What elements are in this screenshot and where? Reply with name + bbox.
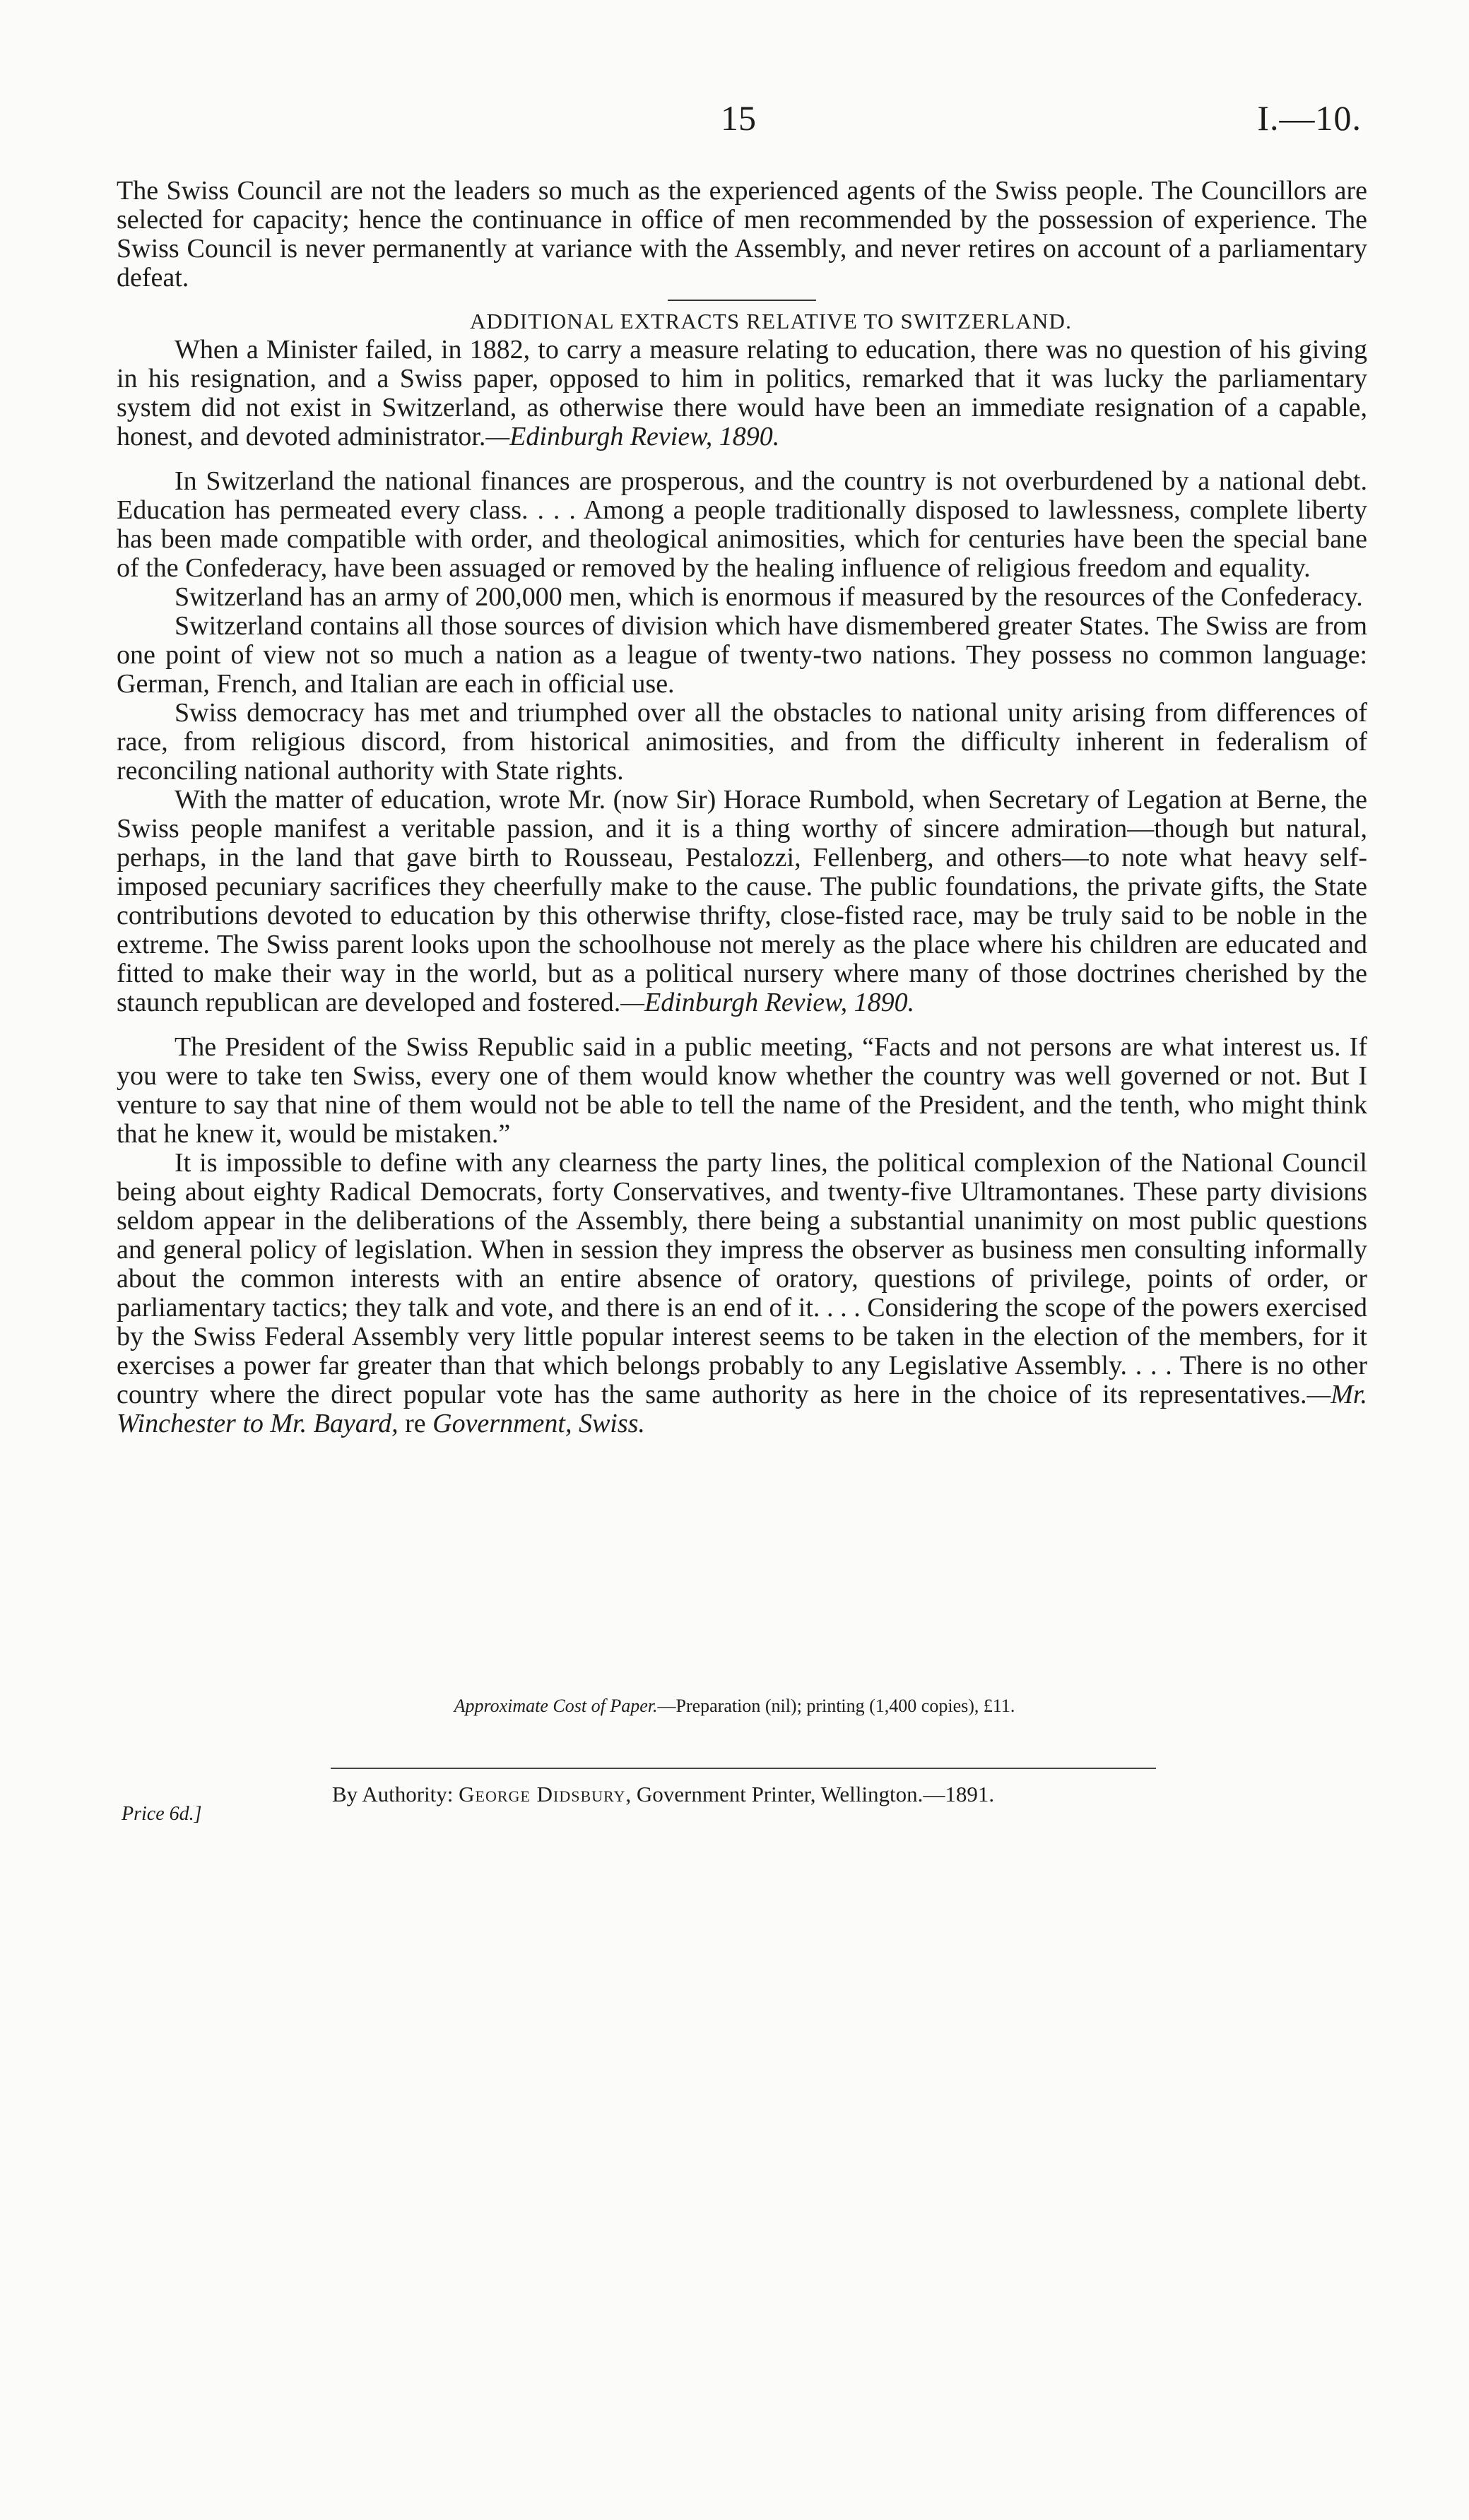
citation-winchester: —Mr. Winchester to Mr. Bayard,	[117, 1380, 1367, 1438]
page-number: 15	[721, 98, 756, 138]
citation-re: re	[398, 1409, 433, 1438]
citation-edinburgh-review-1: —Edinburgh Review, 1890.	[485, 422, 780, 451]
authority-prefix: By Authority:	[332, 1782, 459, 1806]
paragraph-army: Switzerland has an army of 200,000 men, which is enormous if measured by the resources of the Confederacy.	[175, 582, 1363, 612]
cost-of-paper	[0, 1696, 1469, 1717]
paragraph-party-lines-text: It is impossible to define with any clearness the party lines, the political complexion of the National Council being about eighty Radical Democrats, forty Conservatives, and twenty-five Ultramontanes. These party divisions seldom appear in the deliberations of the Assembly, there being a substantial unanimity on most public questions and general policy of legislation. When in session they impress the observer as business men consulting informally about the common interests with an entire absence of oratory, questions of privilege, points of order, or parliamentary tactics; they talk and vote, and there is an end of it. . . . Considering the scope of the powers exercised by the Swiss Federal Assembly very little popular interest seems to be taken in the election of the members, for it exercises a power far greater than that which belongs probably to any Legislative Assembly. . . . There is no other country where the direct popular vote has the same authority as here in the choice of its representatives.	[117, 1148, 1367, 1409]
printer-authority	[332, 1782, 994, 1807]
document-body	[117, 177, 1367, 1438]
document-reference: I.—10.	[1257, 98, 1362, 138]
paragraph-finances: In Switzerland the national finances are prosperous, and the country is not overburdened by a national debt. Education has permeated every class. . . . Among a people traditionally disposed to lawlessness, complete liberty has been made compatible with order, and theological animosities, which for centuries have been the special bane of the Confederacy, have been assuaged or removed by the healing influence of religious freedom and equality.	[117, 466, 1367, 583]
paragraph-education-text: With the matter of education, wrote Mr. (now Sir) Horace Rumbold, when Secretary of Legation at Berne, the Swiss people manifest a veritable passion, and it is a thing worthy of sincere admiration—though but natural, perhaps, in the land that gave birth to Rousseau, Pestalozzi, Fellenberg, and others—to note what heavy self-imposed pecuniary sacrifices they cheerfully make to the cause. The public foundations, the private gifts, the State contributions devoted to education by this otherwise thrifty, close-fisted race, may be truly said to be noble in the extreme. The Swiss parent looks upon the schoolhouse not merely as the place where his children are educated and fitted to make their way in the world, but as a political nursery where many of those doctrines cherished by the staunch republican are developed and fostered.	[117, 785, 1367, 1017]
citation-edinburgh-review-2: —Edinburgh Review, 1890.	[620, 988, 915, 1017]
price: Price 6d.]	[122, 1803, 202, 1825]
paragraph-democracy: Swiss democracy has met and triumphed over all the obstacles to national unity arising from differences of race, from religious discord, from historical animosities, and from the difficulty inherent in federalism of reconciling national authority with State rights.	[117, 698, 1367, 786]
cost-text: —Preparation (nil); printing (1,400 copies), £11.	[657, 1696, 1015, 1716]
footer-divider	[331, 1768, 1156, 1769]
citation-government-swiss: Government, Swiss.	[432, 1409, 645, 1438]
paragraph-president: The President of the Swiss Republic said in a public meeting, “Facts and not persons are what interest us. If you were to take ten Swiss, every one of them would know whether the country was well governed or not. But I venture to say that nine of them would not be able to tell the name of the President, and the tenth, who might think that he knew it, would be mistaken.”	[117, 1032, 1367, 1149]
cost-label: Approximate Cost of Paper.	[454, 1696, 658, 1716]
section-divider	[668, 300, 816, 301]
paragraph-swiss-council: The Swiss Council are not the leaders so much as the experienced agents of the Swiss people. The Councillors are selected for capacity; hence the continuance in office of men recommended by the possession of experience. The Swiss Council is never permanently at variance with the Assembly, and never retires on account of a parliamentary defeat.	[117, 176, 1367, 292]
paragraph-division: Switzerland contains all those sources of division which have dismembered greater States. The Swiss are from one point of view not so much a nation as a league of twenty-two nations. They possess no common language: German, French, and Italian are each in official use.	[117, 611, 1367, 699]
printer-name: George Didsbury	[459, 1782, 626, 1806]
paragraph-party-lines	[117, 1149, 1367, 1438]
authority-suffix: , Government Printer, Wellington.—1891.	[625, 1782, 995, 1806]
section-heading: ADDITIONAL EXTRACTS RELATIVE TO SWITZERLAND.	[469, 309, 1073, 333]
paragraph-minister-text: When a Minister failed, in 1882, to carry a measure relating to education, there was no question of his giving in his resignation, and a Swiss paper, opposed to him in politics, remarked that it was lucky the parliamentary system did not exist in Switzerland, as otherwise there would have been an immediate resignation of a capable, honest, and devoted administrator.	[117, 335, 1367, 451]
paragraph-education	[117, 786, 1367, 1017]
paragraph-minister	[117, 336, 1367, 451]
